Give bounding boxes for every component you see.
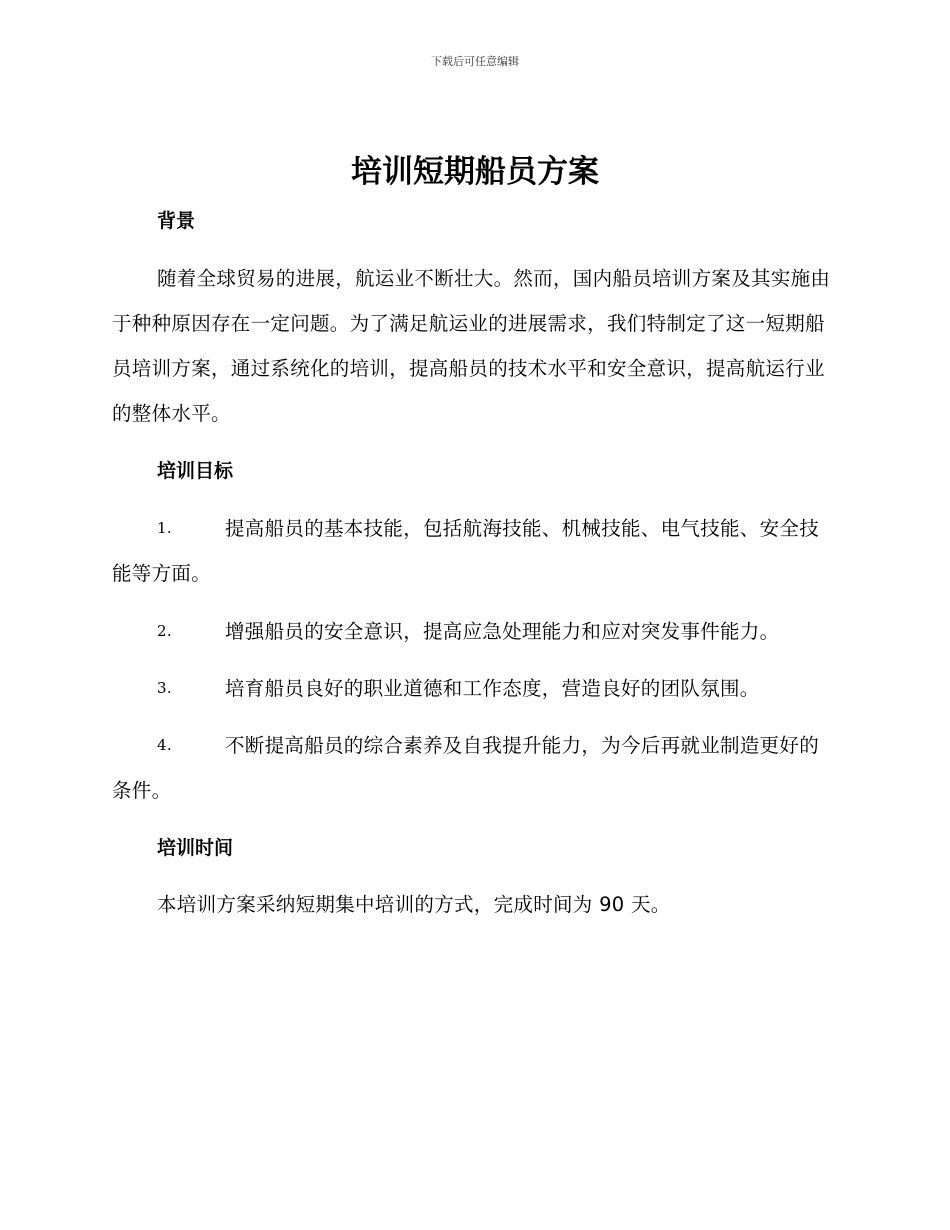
goal-list-item [112,666,836,711]
goal-number: 4. [157,736,172,754]
goal-number: 2. [157,622,172,640]
goal-text: 培育船员良好的职业道德和工作态度，营造良好的团队氛围。 [225,677,760,700]
goal-text: 增强船员的安全意识，提高应急处理能力和应对突发事件能力。 [225,620,780,643]
goal-list-item [112,506,836,596]
document-title: 培训短期船员方案 [351,154,599,190]
goal-list-item [112,609,836,654]
page-header-note: 下载后可任意编辑 [431,55,519,68]
goal-text: 提高船员的基本技能，包括航海技能、机械技能、电气技能、安全技能等方面。 [112,517,820,585]
goal-number: 1. [157,519,172,537]
goal-list-item [112,723,836,813]
goal-text: 不断提高船员的综合素养及自我提升能力，为今后再就业制造更好的条件。 [112,734,820,802]
section-heading-goals: 培训目标 [157,460,234,482]
background-paragraph: 随着全球贸易的进展，航运业不断壮大。然而，国内船员培训方案及其实施由于种种原因存在一定问题。为了满足航运业的进展需求，我们特制定了这一短期船员培训方案，通过系统化的培训，提高船员的技术水平和安全意识，提高航运行业的整体水平。 [112,267,831,425]
goal-number: 3. [157,679,172,697]
section-heading-background: 背景 [157,210,196,232]
schedule-paragraph: 本培训方案采纳短期集中培训的方式，完成时间为 90 天。 [157,893,671,916]
section-heading-schedule: 培训时间 [157,837,234,859]
